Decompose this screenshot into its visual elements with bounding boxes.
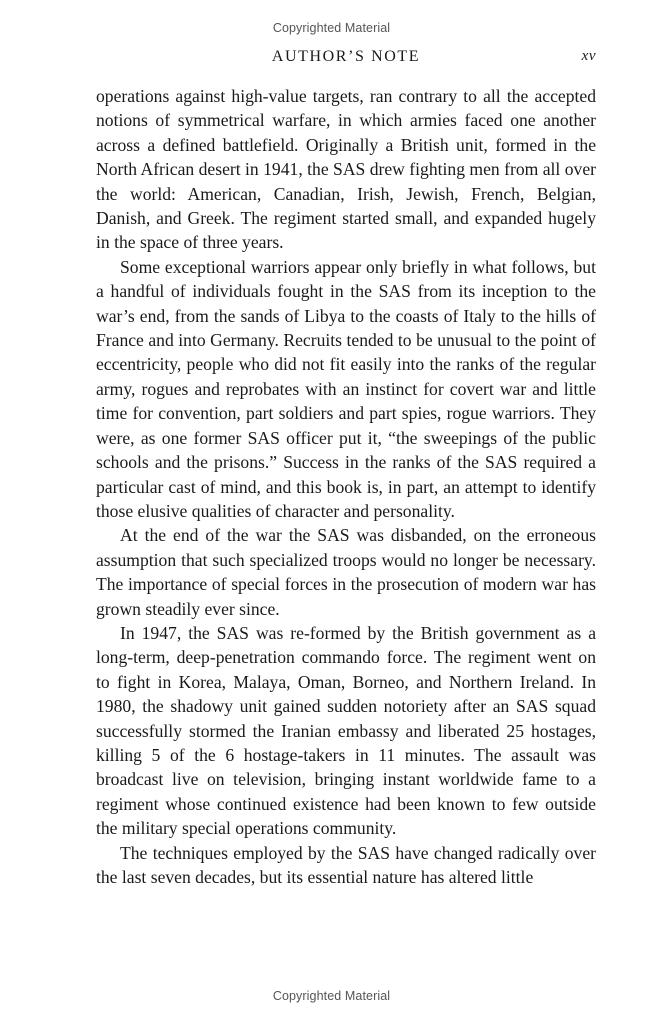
body-text	[96, 84, 596, 889]
paragraph-continued: operations against high-value targets, ran contrary to all the accepted notions of symmetrical warfare, in which armies faced one another across a defined battlefield. Originally a British unit, formed in the North African desert in 1941, the SAS drew fighting men from all over the world: American, Canadian, Irish, Jewish, French, Belgian, Danish, and Greek. The regiment started small, and expanded hugely in the space of three years.	[96, 86, 596, 253]
copyright-watermark-top: Copyrighted Material	[272, 21, 391, 35]
paragraph: Some exceptional warriors appear only briefly in what follows, but a handful of individuals fought in the SAS from its inception to the war’s end, from the sands of Libya to the coasts of Italy to the hills of France and into Germany. Recruits tended to be unusual to the point of eccentricity, people who did not fit easily into the ranks of the regular army, rogues and reprobates with an instinct for covert war and little time for convention, part soldiers and part spies, rogue warriors. They were, as one former SAS officer put it, “the sweepings of the public schools and the prisons.” Success in the ranks of the SAS required a particular cast of mind, and this book is, in part, an attempt to identify those elusive qualities of character and personality.	[96, 256, 596, 521]
paragraph: The techniques employed by the SAS have changed radically over the last seven decades, but its essential nature has altered little	[96, 842, 596, 887]
running-head	[96, 48, 596, 72]
paragraph: In 1947, the SAS was re-formed by the British government as a long-term, deep-penetration commando force. The regiment went on to fight in Korea, Malaya, Oman, Borneo, and Northern Ireland. In 1980, the shadowy unit gained sudden notoriety after an SAS squad successfully stormed the Iranian embassy and liberated 25 hostages, killing 5 of the 6 hostage-takers in 11 minutes. The assault was broadcast live on television, bringing instant worldwide fame to a regiment whose continued existence had been known to few outside the military special operations community.	[96, 622, 596, 839]
running-head-title: AUTHOR’S NOTE	[271, 48, 421, 65]
page-number: xv	[581, 48, 596, 64]
paragraph: At the end of the war the SAS was disbanded, on the erroneous assumption that such specialized troops would no longer be necessary. The importance of special forces in the prosecution of modern war has grown steadily ever since.	[96, 525, 596, 619]
copyright-watermark-bottom: Copyrighted Material	[272, 989, 391, 1003]
